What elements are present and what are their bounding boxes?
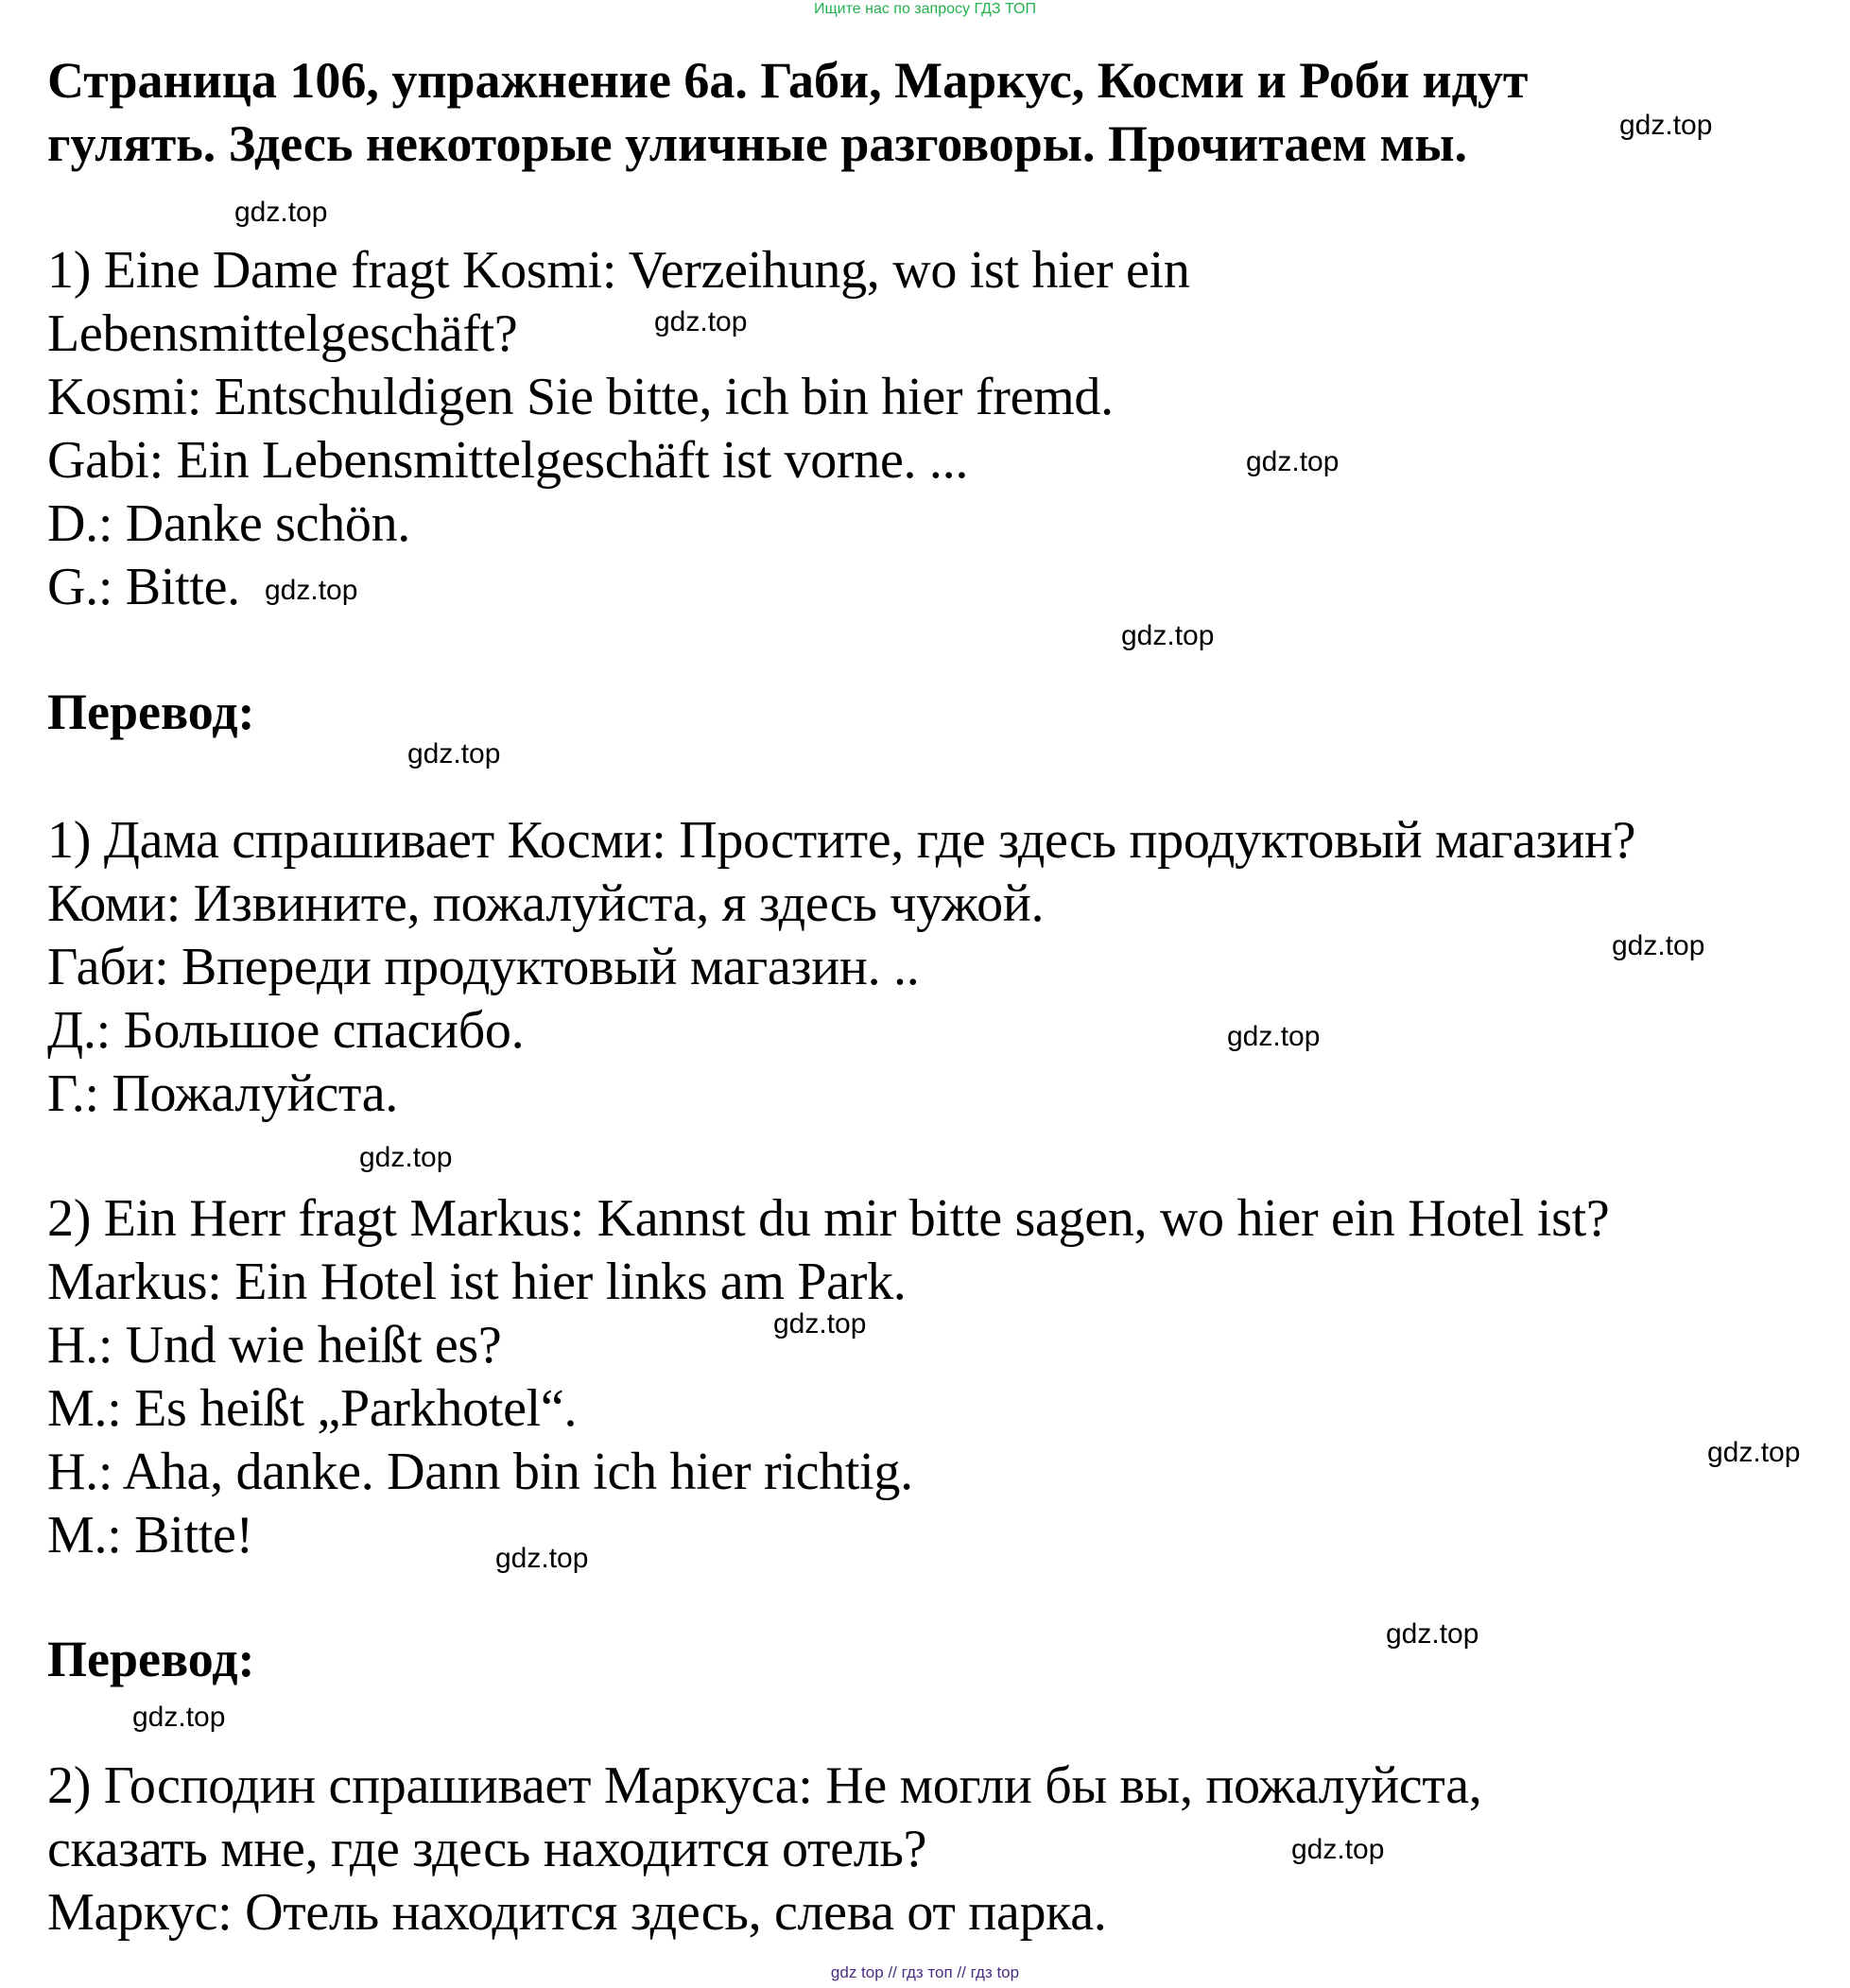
translation-heading: Перевод:: [47, 1631, 255, 1687]
page-title-line: Страница 106, упражнение 6а. Габи, Маркус, Косми и Роби идут: [47, 52, 1529, 109]
footer-note: gdz top // гдз топ // гдз top: [830, 1963, 1020, 1981]
dialog-line: 1) Дама спрашивает Косми: Простите, где здесь продуктовый магазин?: [47, 811, 1636, 870]
dialog-line: D.: Danke schön.: [47, 494, 411, 553]
dialog-1-german: [47, 239, 1190, 619]
dialog-line: Kosmi: Entschuldigen Sie bitte, ich bin hier fremd.: [47, 368, 1114, 426]
dialog-line: H.: Und wie heißt es?: [47, 1316, 502, 1374]
dialog-line: 2) Ein Herr fragt Markus: Kannst du mir bitte sagen, wo hier ein Hotel ist?: [47, 1189, 1610, 1248]
watermark: gdz.top: [1386, 1618, 1479, 1650]
dialog-line: M.: Es heißt „Parkhotel“.: [47, 1379, 578, 1438]
dialog-line: Lebensmittelgeschäft?: [47, 304, 518, 363]
watermark: gdz.top: [1227, 1021, 1321, 1052]
watermark: gdz.top: [1612, 930, 1705, 961]
watermark: gdz.top: [1121, 620, 1215, 651]
page-title-line: гулять. Здесь некоторые уличные разговоры. Прочитаем мы.: [47, 115, 1468, 172]
dialog-line: Маркус: Отель находится здесь, слева от парка.: [47, 1883, 1107, 1942]
page-title: [47, 49, 1654, 176]
top-search-note: Ищите нас по запросу ГДЗ ТОП: [814, 1, 1036, 17]
dialog-line: сказать мне, где здесь находится отель?: [47, 1820, 927, 1878]
watermark: gdz.top: [234, 197, 328, 228]
watermark: gdz.top: [359, 1142, 453, 1173]
watermark: gdz.top: [265, 575, 358, 606]
dialog-line: Г.: Пожалуйста.: [47, 1064, 398, 1123]
dialog-line: Markus: Ein Hotel ist hier links am Park.: [47, 1253, 907, 1311]
dialog-2-translation: [47, 1755, 1481, 1945]
watermark: gdz.top: [1707, 1437, 1801, 1468]
dialog-1-translation: [47, 809, 1635, 1126]
dialog-line: G.: Bitte.: [47, 558, 240, 616]
dialog-line: Коми: Извините, пожалуйста, я здесь чужой.: [47, 874, 1045, 933]
dialog-line: Габи: Впереди продуктовый магазин. ..: [47, 938, 920, 996]
dialog-line: 1) Eine Dame fragt Kosmi: Verzeihung, wo ist hier ein: [47, 241, 1190, 300]
watermark: gdz.top: [495, 1543, 589, 1574]
watermark: gdz.top: [1246, 446, 1340, 477]
watermark: gdz.top: [407, 738, 501, 769]
dialog-line: M.: Bitte!: [47, 1506, 253, 1564]
dialog-2-german: [47, 1187, 1609, 1567]
watermark: gdz.top: [773, 1308, 867, 1340]
watermark: gdz.top: [1619, 110, 1713, 141]
dialog-line: H.: Aha, danke. Dann bin ich hier richtig.: [47, 1443, 913, 1501]
watermark: gdz.top: [132, 1702, 226, 1733]
dialog-line: Gabi: Ein Lebensmittelgeschäft ist vorne. ...: [47, 431, 969, 490]
watermark: gdz.top: [1291, 1834, 1385, 1865]
watermark: gdz.top: [654, 306, 748, 337]
translation-heading: Перевод:: [47, 683, 255, 740]
dialog-line: 2) Господин спрашивает Маркуса: Не могли бы вы, пожалуйста,: [47, 1756, 1482, 1815]
dialog-line: Д.: Большое спасибо.: [47, 1001, 525, 1060]
